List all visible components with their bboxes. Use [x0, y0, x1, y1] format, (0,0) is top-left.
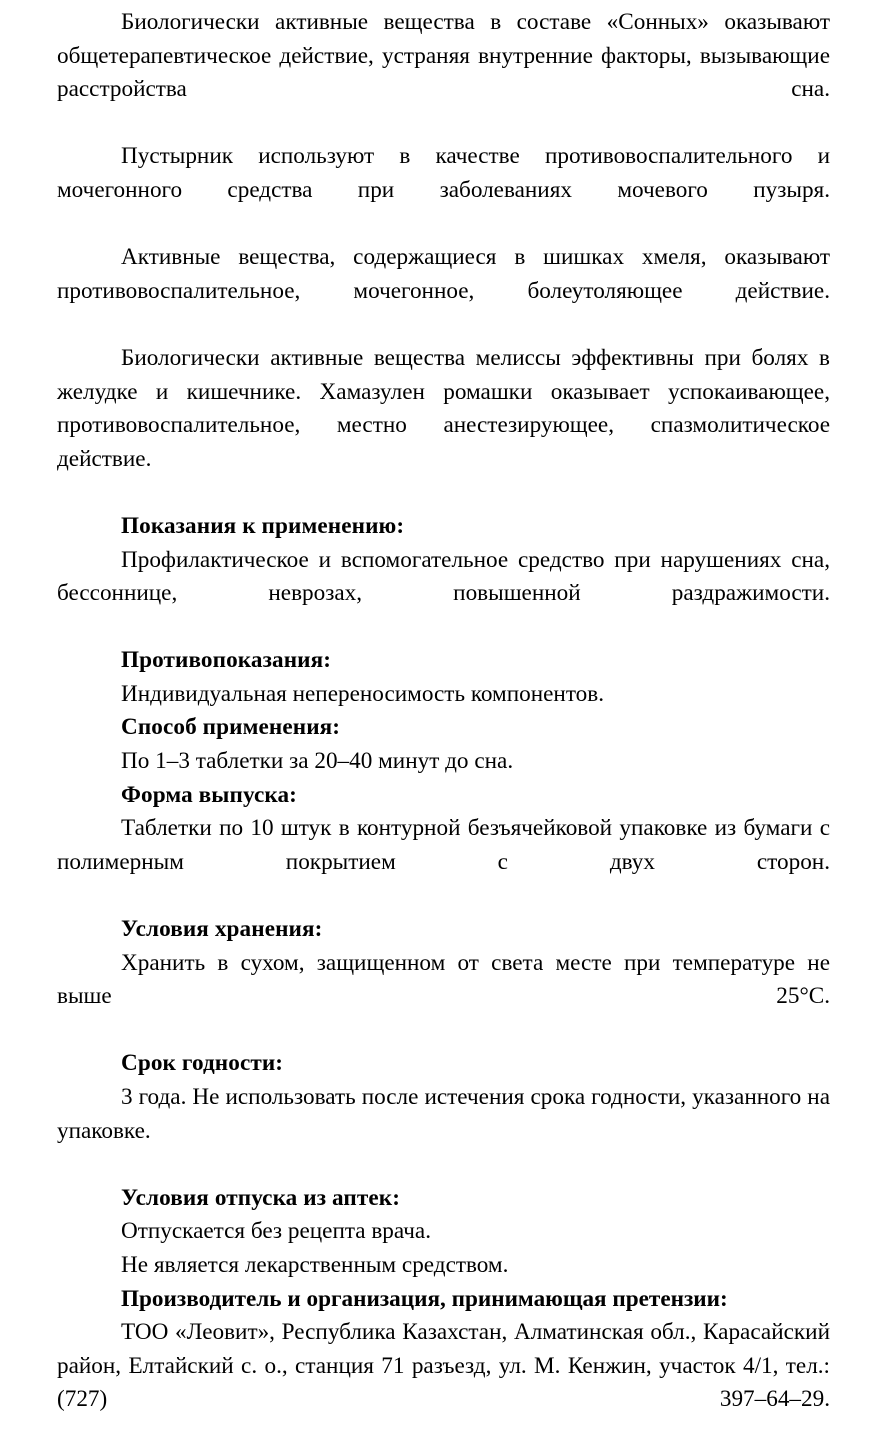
paragraph-not-medicine: Не является лекарственным средством. [121, 1251, 509, 1278]
heading-dosage: Способ применения: [121, 714, 341, 741]
heading-storage: Условия хранения: [121, 916, 323, 943]
paragraph-dispensing: Отпускается без рецепта врача. [121, 1218, 432, 1245]
paragraph-melissa-chamomile: Биологически активные вещества мелиссы эффективны при болях в желудке и кишечнике. Хамазулен ромашки оказывает успокаивающее, противовоспалительное, местно анестезирующее, спазмолитическое действие. [57, 344, 830, 472]
document-body [57, 6, 830, 1451]
paragraph-shelf-life: 3 года. Не использовать после истечения срока годности, указанного на упаковке. [57, 1084, 830, 1144]
heading-indications: Показания к применению: [121, 512, 405, 539]
paragraph-form: Таблетки по 10 штук в контурной безъячейковой упаковке из бумаги с полимерным покрытием с двух сторон. [57, 815, 830, 875]
paragraph-hops: Активные вещества, содержащиеся в шишках хмеля, оказывают противовоспалительное, мочегонное, болеутоляющее действие. [57, 244, 830, 304]
paragraph-contraindications: Индивидуальная непереносимость компонентов. [121, 680, 605, 707]
heading-dispensing: Условия отпуска из аптек: [121, 1184, 401, 1211]
paragraph-manufacturer-address: ТОО «Леовит», Республика Казахстан, Алматинская обл., Карасайский район, Елтайский с. о., станция 71 разъезд, ул. М. Кенжин, участок 4/1, тел.: (727) 397–64–29. [57, 1319, 830, 1413]
paragraph-motherwort: Пустырник используют в качестве противовоспалительного и мочегонного средства при заболеваниях мочевого пузыря. [57, 143, 830, 203]
heading-manufacturer: Производитель и организация, принимающая претензии: [121, 1285, 728, 1312]
heading-form: Форма выпуска: [121, 781, 297, 808]
heading-contraindications: Противопоказания: [121, 647, 332, 674]
paragraph-bioactive-sonnyh: Биологически активные вещества в составе «Сонных» оказывают общетерапевтическое действие, устраняя внутренние факторы, вызывающие расстройства сна. [57, 9, 830, 103]
heading-shelf-life: Срок годности: [121, 1050, 284, 1077]
paragraph-dosage: По 1–3 таблетки за 20–40 минут до сна. [121, 748, 514, 775]
paragraph-indications: Профилактическое и вспомогательное средство при нарушениях сна, бессоннице, неврозах, повышенной раздражимости. [57, 546, 830, 607]
paragraph-storage: Хранить в сухом, защищенном от света месте при температуре не выше 25°С. [57, 949, 830, 1010]
